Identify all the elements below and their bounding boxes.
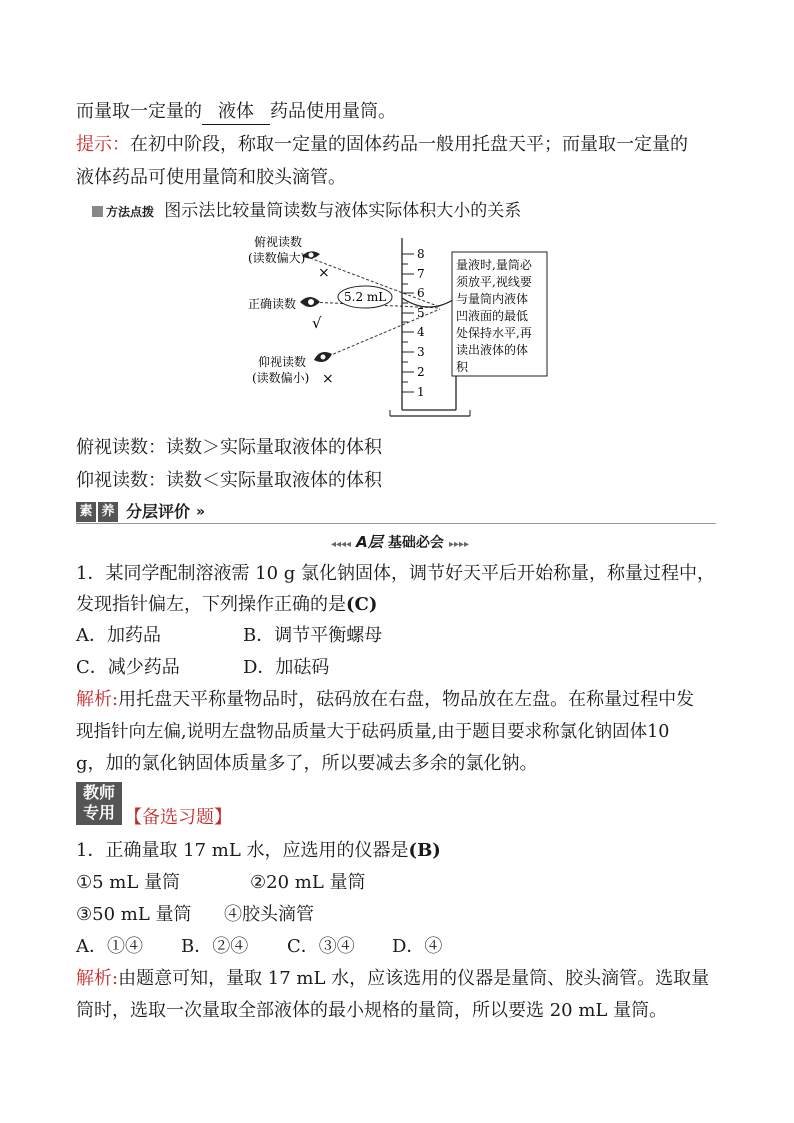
eye-icon-level bbox=[300, 297, 320, 307]
supplementary-title bbox=[124, 806, 232, 830]
q2-option-a: A．①④ bbox=[76, 936, 143, 957]
scale-1: 1 bbox=[417, 385, 425, 399]
method-tag-label: 方法点拨 bbox=[106, 205, 155, 219]
method-tag bbox=[92, 205, 158, 219]
note-line-6: 读出液体的体 bbox=[456, 343, 529, 357]
q1-option-d: D．加砝码 bbox=[243, 657, 330, 678]
method-tag-icon bbox=[92, 206, 103, 217]
q2-item-2: ②20 mL 量筒 bbox=[250, 872, 366, 893]
q1-analysis-line-2: 现指针向左偏,说明左盘物品质量大于砝码质量,由于题目要求称氯化钠固体10 bbox=[76, 722, 670, 742]
scale-6: 6 bbox=[417, 286, 425, 300]
section-title: 分层评价 bbox=[126, 502, 191, 521]
level-letter: A层 bbox=[356, 533, 383, 551]
note-line-1: 量液时,量筒必 bbox=[456, 258, 532, 272]
note-line-3: 与量筒内液体 bbox=[456, 292, 529, 306]
eye-icon-up bbox=[314, 352, 332, 362]
note-line-5: 处保持水平,再 bbox=[456, 326, 532, 340]
q1-line-2 bbox=[76, 593, 377, 617]
q2-option-b: B．②④ bbox=[181, 936, 249, 957]
scale-8: 8 bbox=[417, 247, 425, 261]
q2-item-1: ①5 mL 量筒 bbox=[76, 872, 181, 893]
intro-post: 药品使用量筒。 bbox=[270, 101, 396, 122]
q2-analysis-line-1 bbox=[76, 967, 709, 991]
reading-value: 5.2 mL bbox=[344, 290, 387, 304]
supplementary-title-text: 【备选习题】 bbox=[124, 807, 232, 828]
hint-line-1 bbox=[76, 133, 688, 157]
q2-analysis-text-1: 由题意可知，量取 17 mL 水，应该选用的仪器是量筒、胶头滴管。选取量 bbox=[118, 968, 710, 989]
check-mark: √ bbox=[312, 314, 322, 332]
section-badge-2: 养 bbox=[98, 502, 118, 522]
hint-line-2: 液体药品可使用量筒和胶头滴管。 bbox=[76, 167, 346, 188]
q2-analysis-line-2: 筒时，选取一次量取全部液体的最小规格的量筒，所以要选 20 mL 量筒。 bbox=[76, 1000, 668, 1021]
level-left-arrows-icon: ◂◂◂◂ bbox=[330, 539, 352, 550]
conclusion-looking-down: 俯视读数：读数＞实际量取液体的体积 bbox=[76, 437, 382, 458]
level-right-arrows-icon: ▸▸▸▸ bbox=[448, 539, 470, 550]
q1-option-c: C．减少药品 bbox=[76, 657, 180, 678]
method-header bbox=[92, 199, 521, 224]
scale-3: 3 bbox=[417, 345, 425, 359]
teacher-badge-line-1: 教师 bbox=[82, 783, 115, 802]
q1-analysis-text-1: 用托盘天平称量物品时，砝码放在右盘，物品放在左盘。在称量过程中发 bbox=[118, 689, 695, 710]
q2-item-4: ④胶头滴管 bbox=[224, 904, 314, 925]
q1-analysis-line-3: g，加的氯化钠固体质量多了，所以要减去多余的氯化钠。 bbox=[76, 753, 538, 774]
label-looking-up: 仰视读数 bbox=[258, 355, 307, 369]
hint-label: 提示： bbox=[76, 134, 130, 155]
q2-item-3: ③50 mL 量筒 bbox=[76, 904, 192, 925]
cross-mark-down: × bbox=[318, 265, 330, 281]
note-line-7: 积 bbox=[456, 360, 469, 374]
q1-analysis-line-1 bbox=[76, 688, 694, 712]
intro-line bbox=[76, 100, 396, 125]
note-line-4: 凹液面的最低 bbox=[456, 309, 529, 323]
section-badge-1: 素 bbox=[76, 502, 96, 522]
teacher-only-badge bbox=[76, 782, 122, 825]
section-arrows: » bbox=[196, 504, 206, 520]
scale-7: 7 bbox=[417, 267, 425, 281]
q2-analysis-label: 解析: bbox=[76, 968, 119, 989]
cross-mark-up: × bbox=[322, 371, 334, 387]
method-title: 图示法比较量筒读数与液体实际体积大小的关系 bbox=[164, 201, 522, 221]
q2-stem: 1．正确量取 17 mL 水，应选用的仪器是 bbox=[76, 840, 409, 861]
teacher-badge-line-2: 专用 bbox=[82, 803, 115, 822]
q2-line-1 bbox=[76, 839, 441, 863]
q1-option-a: A．加药品 bbox=[76, 625, 161, 646]
q2-option-c: C．③④ bbox=[287, 936, 355, 957]
note-line-2: 须放平,视线要 bbox=[456, 275, 532, 289]
label-looking-down: 俯视读数 bbox=[254, 235, 303, 249]
q1-line-1: 1．某同学配制溶液需 10 g 氯化钠固体，调节好天平后开始称量，称量过程中， bbox=[76, 563, 716, 584]
graduated-cylinder-diagram bbox=[240, 232, 560, 422]
scale-5: 5 bbox=[417, 306, 425, 320]
scale-2: 2 bbox=[417, 365, 425, 379]
conclusion-looking-up: 仰视读数：读数＜实际量取液体的体积 bbox=[76, 470, 382, 491]
q1-analysis-label: 解析: bbox=[76, 689, 119, 710]
q1-answer: (C) bbox=[346, 594, 378, 615]
level-banner bbox=[310, 531, 490, 551]
intro-blank-answer: 液体 bbox=[202, 100, 270, 125]
note-looking-up: (读数偏小) bbox=[252, 371, 310, 385]
q2-answer: (B) bbox=[408, 840, 441, 861]
section-header bbox=[76, 501, 716, 524]
intro-pre: 而量取一定量的 bbox=[76, 101, 202, 122]
label-correct: 正确读数 bbox=[248, 297, 297, 311]
note-looking-down: (读数偏大) bbox=[248, 251, 306, 265]
level-title: 基础必会 bbox=[387, 535, 444, 551]
q1-option-b: B．调节平衡螺母 bbox=[243, 625, 383, 646]
q1-stem-end: 发现指针偏左，下列操作正确的是 bbox=[76, 594, 346, 615]
hint-text-1: 在初中阶段，称取一定量的固体药品一般用托盘天平；而量取一定量的 bbox=[130, 134, 688, 155]
scale-4: 4 bbox=[417, 325, 425, 339]
q2-option-d: D．④ bbox=[392, 936, 443, 957]
